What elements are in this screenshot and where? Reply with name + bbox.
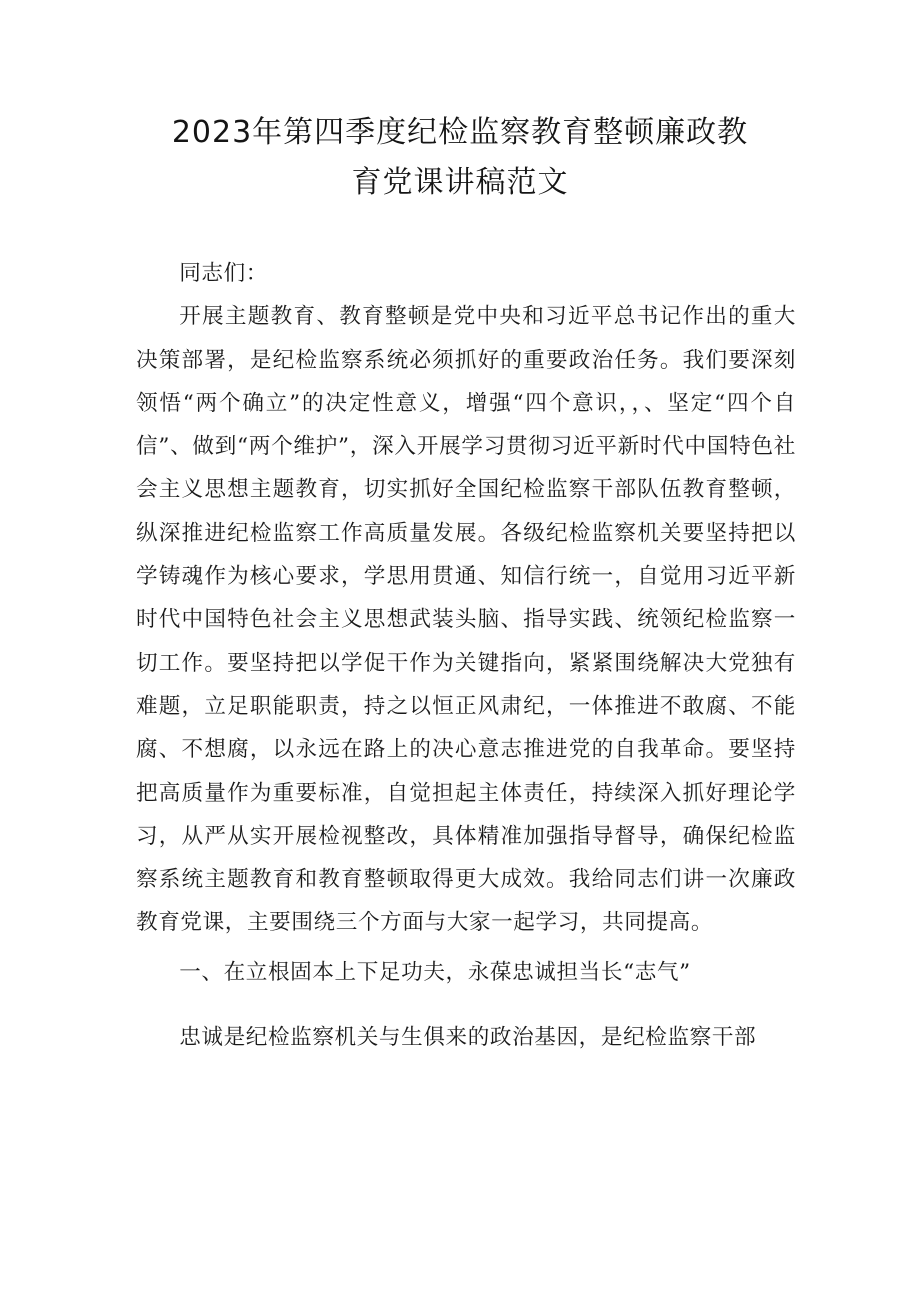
document-body (136, 252, 796, 1059)
title-line-1: 2023年第四季度纪检监察教育整顿廉政教 (171, 115, 749, 150)
paragraph-intro: 开展主题教育、教育整顿是党中央和习近平总书记作出的重大决策部署，是纪检监察系统必须抓好的重要政治任务。我们要深刻领悟“两个确立”的决定性意义，增强“四个意识，，、坚定“四个自信”、做到“两个维护”，深入开展学习贯彻习近平新时代中国特色社会主义思想主题教育，切实抓好全国纪检监察干部队伍教育整顿，纵深推进纪检监察工作高质量发展。各级纪检监察机关要坚持把以学铸魂作为核心要求，学思用贯通、知信行统一，自觉用习近平新时代中国特色社会主义思想武装头脑、指导实践、统领纪检监察一切工作。要坚持把以学促干作为关键指向，紧紧围绕解决大党独有难题，立足职能职责，持之以恒正风肃纪，一体推进不敢腐、不能腐、不想腐，以永远在路上的决心意志推进党的自我革命。要坚持把高质量作为重要标准，自觉担起主体责任，持续深入抓好理论学习，从严从实开展检视整改，具体精准加强指导督导，确保纪检监察系统主题教育和教育整顿取得更大成效。我给同志们讲一次廉政教育党课，主要围绕三个方面与大家一起学习，共同提高。 (136, 304, 796, 936)
document-title (140, 108, 780, 208)
paragraph-section-1: 忠诚是纪检监察机关与生俱来的政治基因，是纪检监察干部 (179, 1025, 757, 1051)
salutation: 同志们： (179, 261, 268, 286)
section-heading-1: 一、在立根固本上下足功夫，永葆忠诚担当长“志气” (179, 959, 691, 985)
title-line-2: 育党课讲稿范文 (351, 165, 569, 200)
